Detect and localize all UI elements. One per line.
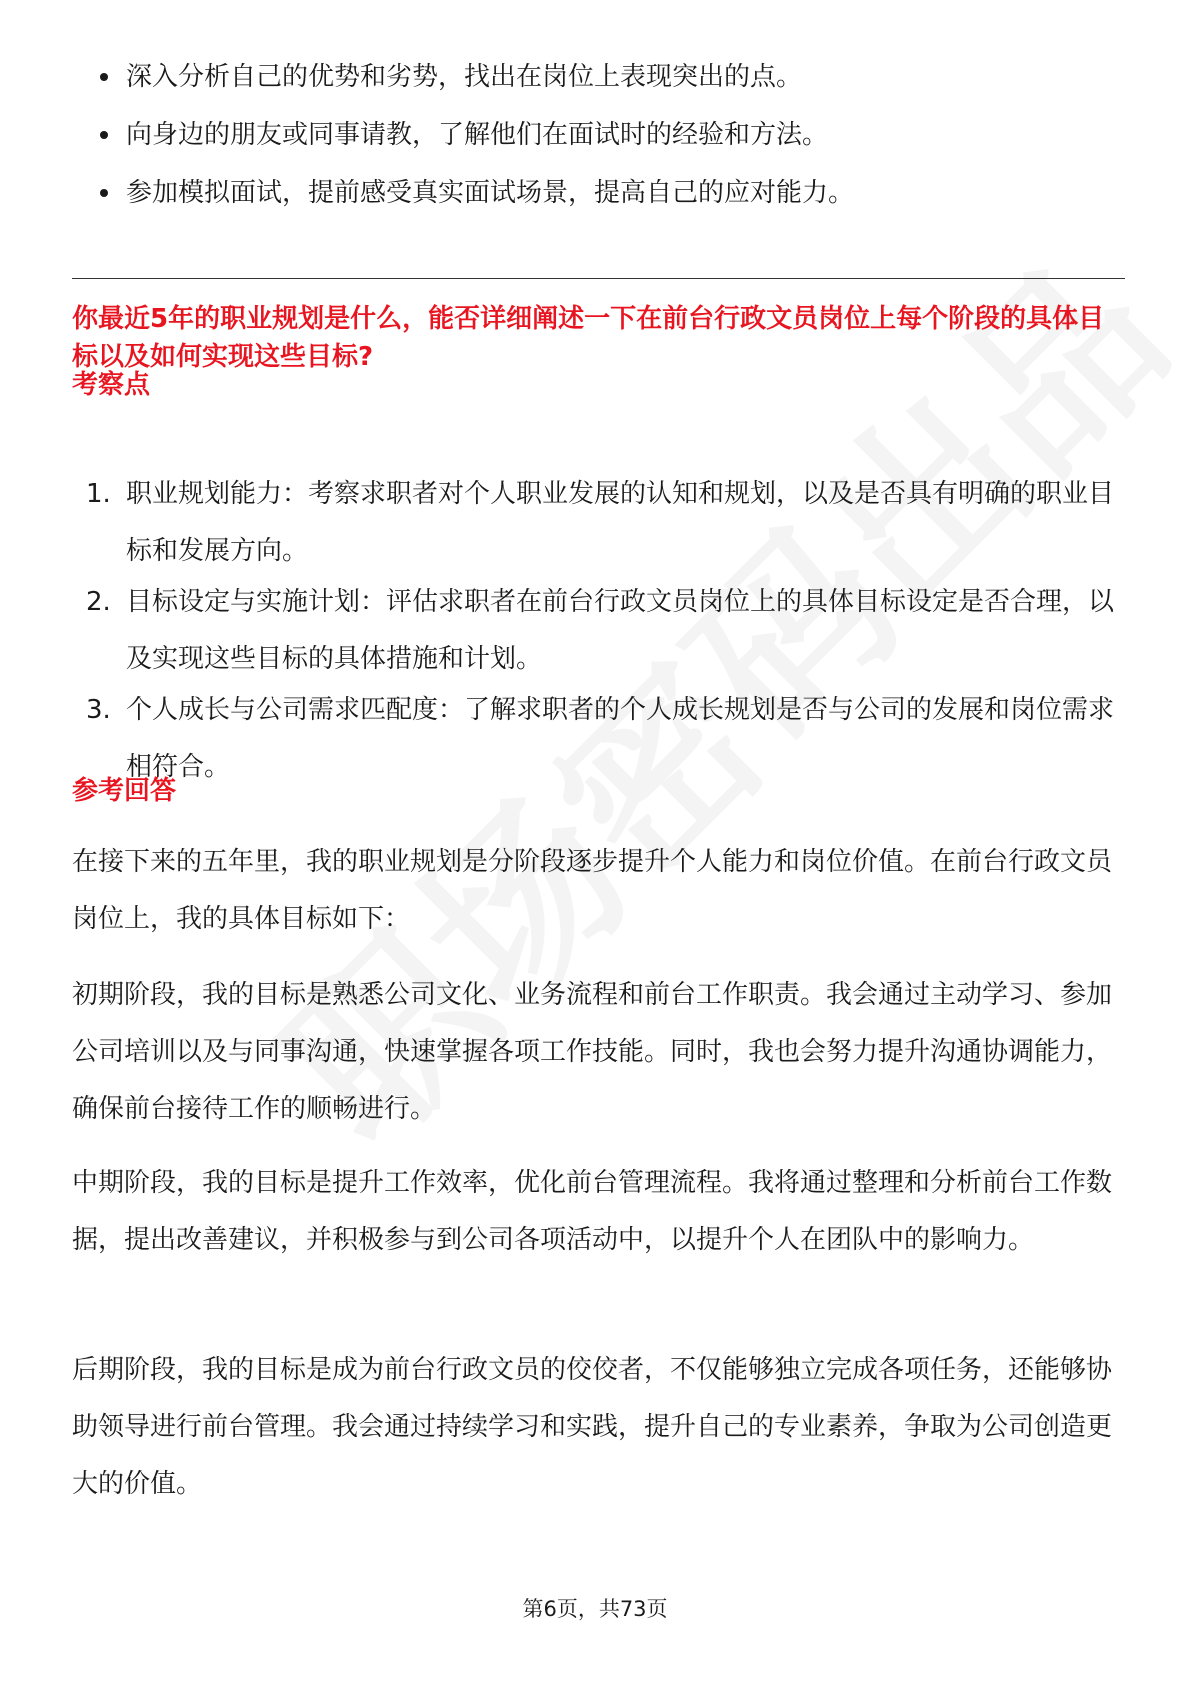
- section-divider: [72, 278, 1125, 279]
- bullet-text: 向身边的朋友或同事请教，了解他们在面试时的经验和方法。: [126, 120, 829, 150]
- page-number-footer: 第6页，共73页: [522, 1597, 668, 1621]
- item-number: 3.: [86, 695, 111, 725]
- bullet-item: [72, 116, 1122, 174]
- item-text: 职业规划能力：考察求职者对个人职业发展的认知和规划，以及是否具有明确的职业目标和发展方向。: [126, 479, 1115, 566]
- tips-bullet-list: [72, 58, 1122, 232]
- bullet-dot-icon: [100, 131, 108, 139]
- examine-heading: 考察点: [72, 370, 151, 400]
- bullet-item: [72, 58, 1122, 116]
- bullet-dot-icon: [100, 189, 108, 197]
- item-number: 1.: [86, 479, 111, 509]
- interview-question: 你最近5年的职业规划是什么，能否详细阐述一下在前台行政文员岗位上每个阶段的具体目标以及如何实现这些目标?: [72, 304, 1105, 372]
- examine-list: [72, 466, 1122, 790]
- item-number: 2.: [86, 587, 111, 617]
- bullet-text: 深入分析自己的优势和劣势，找出在岗位上表现突出的点。: [126, 62, 803, 92]
- examine-item: [72, 574, 1122, 682]
- answer-paragraph: 在接下来的五年里，我的职业规划是分阶段逐步提升个人能力和岗位价值。在前台行政文员岗位上，我的具体目标如下：: [72, 847, 1113, 934]
- item-text: 个人成长与公司需求匹配度：了解求职者的个人成长规划是否与公司的发展和岗位需求相符合。: [126, 695, 1115, 782]
- bullet-item: [72, 174, 1122, 232]
- answer-paragraph: 后期阶段，我的目标是成为前台行政文员的佼佼者，不仅能够独立完成各项任务，还能够协助领导进行前台管理。我会通过持续学习和实践，提升自己的专业素养，争取为公司创造更大的价值。: [72, 1355, 1113, 1499]
- answer-paragraph: 中期阶段，我的目标是提升工作效率，优化前台管理流程。我将通过整理和分析前台工作数据，提出改善建议，并积极参与到公司各项活动中，以提升个人在团队中的影响力。: [72, 1168, 1113, 1255]
- examine-item: [72, 682, 1122, 790]
- bullet-text: 参加模拟面试，提前感受真实面试场景，提高自己的应对能力。: [126, 178, 855, 208]
- bullet-dot-icon: [100, 73, 108, 81]
- answer-heading: 参考回答: [72, 776, 177, 806]
- answer-paragraph: 初期阶段，我的目标是熟悉公司文化、业务流程和前台工作职责。我会通过主动学习、参加公司培训以及与同事沟通，快速掌握各项工作技能。同时，我也会努力提升沟通协调能力，确保前台接待工作的顺畅进行。: [72, 980, 1113, 1124]
- item-text: 目标设定与实施计划：评估求职者在前台行政文员岗位上的具体目标设定是否合理，以及实现这些目标的具体措施和计划。: [126, 587, 1115, 674]
- examine-item: [72, 466, 1122, 574]
